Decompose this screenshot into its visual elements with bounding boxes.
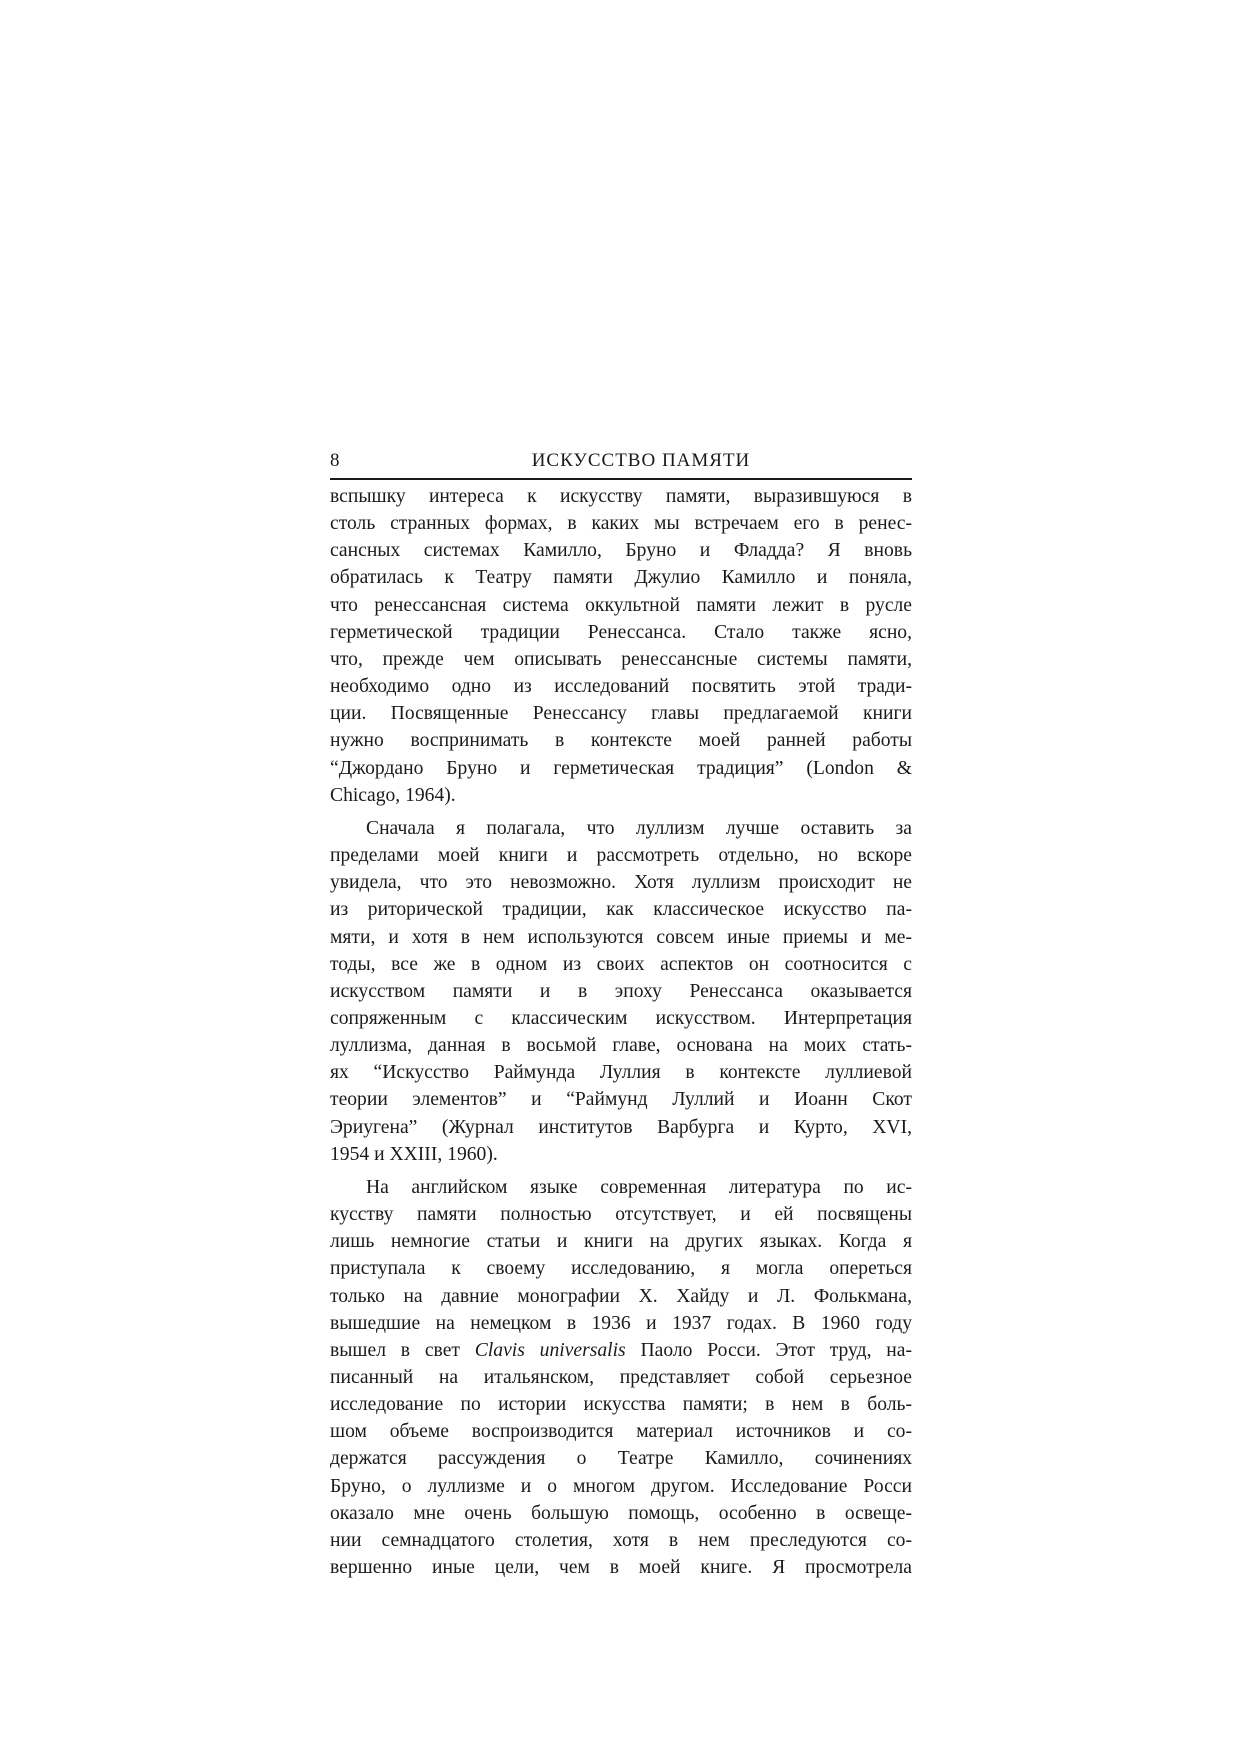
text-segment: вышел в свет xyxy=(330,1339,475,1361)
text-line: шом объеме воспроизводится материал источников и со- xyxy=(330,1421,912,1443)
running-title: ИСКУССТВО ПАМЯТИ xyxy=(531,450,751,471)
book-page xyxy=(330,448,912,1587)
text-line: ях “Искусство Раймунда Луллия в контексте луллиевой xyxy=(330,1062,912,1084)
text-line: герметической традиции Ренессанса. Стало также ясно, xyxy=(330,621,912,643)
text-line: увидела, что это невозможно. Хотя луллизм происходит не xyxy=(330,872,912,894)
body-text xyxy=(330,483,912,1581)
text-line-with-title xyxy=(330,1337,912,1364)
text-line: лишь немногие статьи и книги на других языках. Когда я xyxy=(330,1231,912,1253)
text-line: держатся рассуждения о Театре Камилло, сочинениях xyxy=(330,1448,912,1470)
text-line: луллизма, данная в восьмой главе, основана на моих стать- xyxy=(330,1035,912,1057)
text-line: исследование по истории искусства памяти; в нем в боль- xyxy=(330,1394,912,1416)
text-segment: Паоло Росси. Этот труд, на- xyxy=(625,1339,912,1361)
text-line: из риторической традиции, как классическое искусство па- xyxy=(330,899,912,921)
text-line: сансных системах Камилло, Бруно и Фладда? Я вновь xyxy=(330,540,912,562)
text-line: приступала к своему исследованию, я могла опереться xyxy=(330,1258,912,1280)
text-line: вспышку интереса к искусству памяти, выразившуюся в xyxy=(330,486,912,507)
text-line: обратилась к Театру памяти Джулио Камилло и поняла, xyxy=(330,567,912,589)
text-line: столь странных формах, в каких мы встречаем его в ренес- xyxy=(330,513,912,535)
book-title-italic: Clavis universalis xyxy=(474,1339,626,1361)
text-line: ции. Посвященные Ренессансу главы предлагаемой книги xyxy=(330,703,912,725)
text-line: пределами моей книги и рассмотреть отдельно, но вскоре xyxy=(330,845,912,867)
text-line: тоды, все же в одном из своих аспектов он соотносится с xyxy=(330,953,912,975)
text-line: Эриугена” (Журнал институтов Варбурга и Курто, XVI, xyxy=(330,1116,912,1138)
text-line: искусством памяти и в эпоху Ренессанса оказывается xyxy=(330,980,912,1002)
text-line: нии семнадцатого столетия, хотя в нем преследуются со- xyxy=(330,1529,912,1551)
paragraph-3 xyxy=(330,1174,912,1581)
text-line: Сначала я полагала, что луллизм лучше оставить за xyxy=(366,817,912,839)
text-line: сопряженным с классическим искусством. Интерпретация xyxy=(330,1007,912,1029)
paragraph-2 xyxy=(330,815,912,1168)
text-line: что ренессансная система оккультной памяти лежит в русле xyxy=(330,594,912,616)
text-line: 1954 и XXIII, 1960). xyxy=(330,1143,498,1165)
paragraph-1 xyxy=(330,483,912,809)
text-line: На английском языке современная литература по ис- xyxy=(366,1176,912,1198)
text-line: “Джордано Бруно и герметическая традиция” (London & xyxy=(330,757,912,779)
text-line: Chicago, 1964). xyxy=(330,784,456,806)
text-line: вышедшие на немецком в 1936 и 1937 годах. В 1960 году xyxy=(330,1312,912,1334)
text-line: мяти, и хотя в нем используются совсем иные приемы и ме- xyxy=(330,926,912,948)
text-line: что, прежде чем описывать ренессансные системы памяти, xyxy=(330,648,912,670)
text-line: нужно воспринимать в контексте моей ранней работы xyxy=(330,730,912,752)
running-head xyxy=(330,448,912,480)
text-line: теории элементов” и “Раймунд Луллий и Иоанн Скот xyxy=(330,1089,912,1111)
text-line: кусству памяти полностью отсутствует, и ей посвящены xyxy=(330,1204,912,1226)
text-line: Бруно, о луллизме и о многом другом. Исследование Росси xyxy=(330,1475,912,1497)
text-line: только на давние монографии Х. Хайду и Л. Фолькмана, xyxy=(330,1285,912,1307)
page-number: 8 xyxy=(330,450,340,471)
text-line: оказало мне очень большую помощь, особенно в освеще- xyxy=(330,1502,912,1524)
text-line: вершенно иные цели, чем в моей книге. Я просмотрела xyxy=(330,1557,912,1579)
text-line: писанный на итальянском, представляет собой серьезное xyxy=(330,1367,912,1388)
text-line: необходимо одно из исследований посвятить этой тради- xyxy=(330,676,912,698)
